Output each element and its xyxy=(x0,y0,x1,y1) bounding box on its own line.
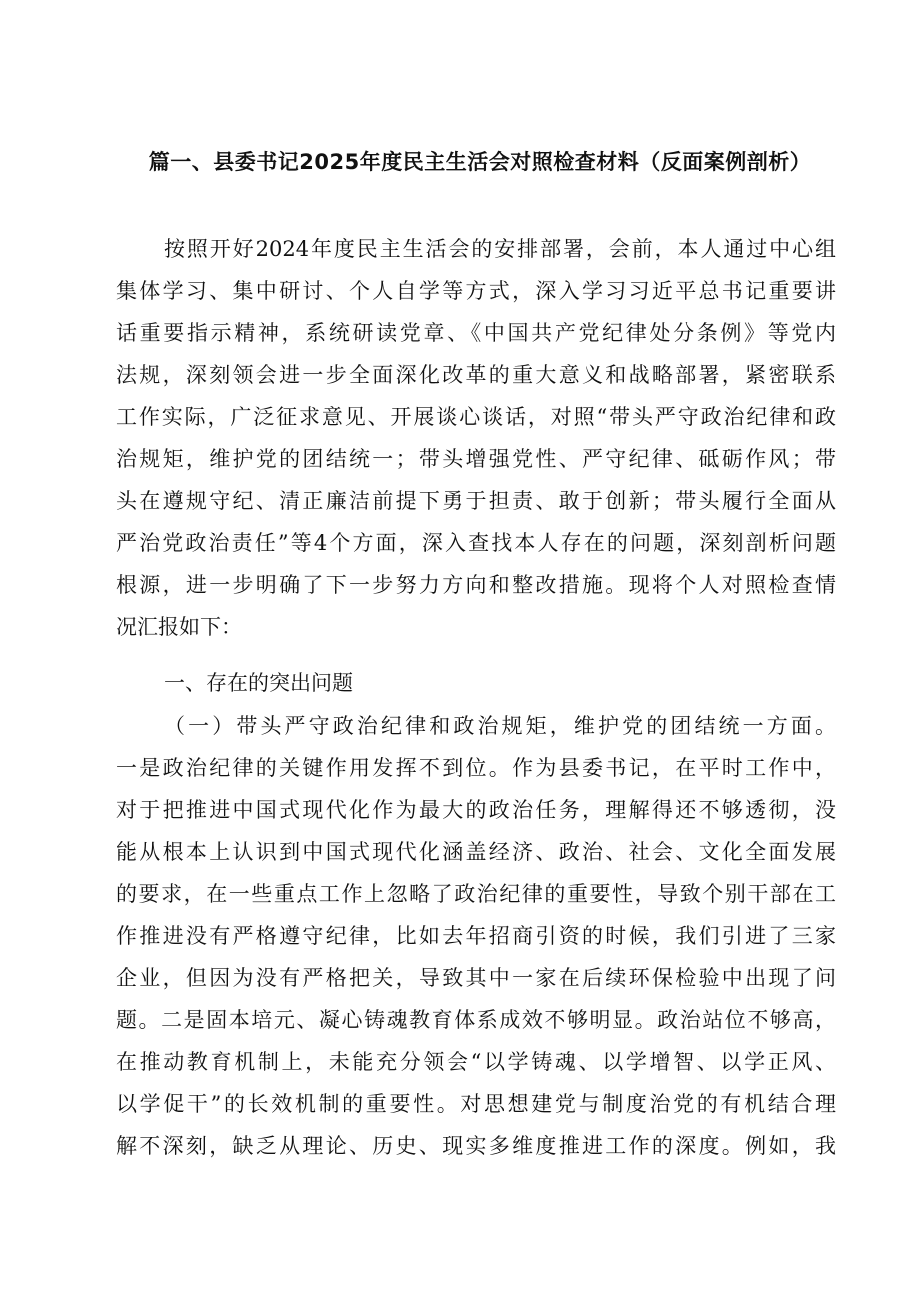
paragraph-line: 工作实际，广泛征求意见、开展谈心谈话，对照“带头严守政治纪律和政 xyxy=(116,405,836,429)
paragraph-line: 治规矩，维护党的团结统一；带头增强党性、严守纪律、砥砺作风；带 xyxy=(116,447,836,471)
paragraph-line: 的要求，在一些重点工作上忽略了政治纪律的重要性，导致个别干部在工 xyxy=(116,882,836,906)
paragraph-line: 作推进没有严格遵守纪律，比如去年招商引资的时候，我们引进了三家 xyxy=(116,924,836,948)
paragraph-line: 对于把推进中国式现代化作为最大的政治任务，理解得还不够透彻，没 xyxy=(116,798,836,822)
paragraph-line: 题。二是固本培元、凝心铸魂教育体系成效不够明显。政治站位不够高， xyxy=(116,1008,836,1032)
paragraph-line: 况汇报如下： xyxy=(116,615,242,639)
paragraph-line: 一是政治纪律的关键作用发挥不到位。作为县委书记，在平时工作中， xyxy=(116,756,836,780)
paragraph-line: 解不深刻，缺乏从理论、历史、现实多维度推进工作的深度。例如，我 xyxy=(116,1134,836,1158)
paragraph-line: 以学促干”的长效机制的重要性。对思想建党与制度治党的有机结合理 xyxy=(116,1092,836,1116)
paragraph-line: 法规，深刻领会进一步全面深化改革的重大意义和战略部署，紧密联系 xyxy=(116,363,836,387)
paragraph-line: 能从根本上认识到中国式现代化涵盖经济、政治、社会、文化全面发展 xyxy=(116,840,836,864)
document-title: 篇一、县委书记2025年度民主生活会对照检查材料（反面案例剖析） xyxy=(148,150,812,174)
paragraph-line: 根源，进一步明确了下一步努力方向和整改措施。现将个人对照检查情 xyxy=(116,573,836,597)
paragraph-line: 头在遵规守纪、清正廉洁前提下勇于担责、敢于创新；带头履行全面从 xyxy=(116,489,836,513)
paragraph-line: （一）带头严守政治纪律和政治规矩，维护党的团结统一方面。 xyxy=(164,714,836,738)
paragraph-line: 在推动教育机制上，未能充分领会“以学铸魂、以学增智、以学正风、 xyxy=(116,1050,836,1074)
section-heading: 一、存在的突出问题 xyxy=(164,671,353,695)
paragraph-line: 严治党政治责任”等4个方面，深入查找本人存在的问题，深刻剖析问题 xyxy=(116,531,836,555)
paragraph-line: 企业，但因为没有严格把关，导致其中一家在后续环保检验中出现了问 xyxy=(116,966,836,990)
paragraph-line: 集体学习、集中研讨、个人自学等方式，深入学习习近平总书记重要讲 xyxy=(116,279,836,303)
paragraph-line: 话重要指示精神，系统研读党章、《中国共产党纪律处分条例》等党内 xyxy=(116,321,836,345)
paragraph-line: 按照开好2024年度民主生活会的安排部署，会前，本人通过中心组 xyxy=(164,237,836,261)
